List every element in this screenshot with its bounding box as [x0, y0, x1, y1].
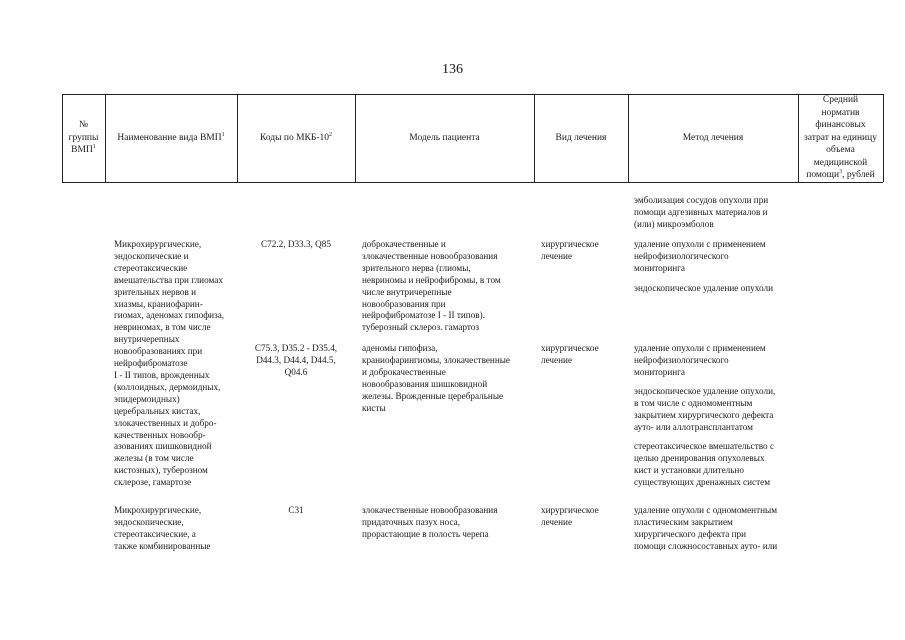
header-icd-codes: Коды по МКБ-$10^2$	[259, 131, 333, 143]
cell-codes-2: C75.3, D35.2 - D35.4, D44.3, D44.4, D44.5, Q04.6	[254, 343, 338, 377]
cell-model-2: аденомы гипофиза, краниофарингиомы, злокачественные и доброкачественные новообразования шишковидной железы. Врожденные церебральные кисты	[362, 343, 511, 413]
cell-codes-1: C72.2, D33.3, Q85	[261, 239, 331, 249]
cell-method-continued: эмболизация сосудов опухоли при помощи адгезивных материалов и (или) микроэмболов	[634, 195, 769, 229]
header-average-cost: Средний норматив финансовых затрат на единицу объема медицинской помощи$^3$, рублей	[804, 95, 877, 181]
cell-type-1: хирургическое лечение	[541, 239, 599, 261]
cell-codes-3: C31	[288, 505, 304, 515]
cell-type-2: хирургическое лечение	[541, 343, 599, 365]
col-divider	[883, 94, 884, 182]
cell-method-2a: удаление опухоли с применением нейрофизиологического мониторинга	[634, 343, 766, 377]
header-treatment-type: Вид лечения	[555, 132, 607, 143]
cell-model-1: доброкачественные и злокачественные новообразования зрительного нерва (глиомы, невриномы и нейрофибромы, в том числе внутричерепные новообразования при нейрофиброматозе I - II типов). туберозный склероз. гамартоз	[362, 239, 501, 333]
cell-method-1b: эндоскопическое удаление опухоли	[634, 283, 773, 293]
cell-method-2c: стереотаксическое вмешательство с целью дренирования опухолевых кист и установки длительно существующих дренажных систем	[634, 441, 775, 487]
header-vmp-name: Наименование вида ВМП$^1$	[117, 131, 225, 143]
cell-vmp-name-3: Микрохирургические, эндоскопические, стереотаксические, а также комбинированные	[114, 505, 211, 551]
cell-method-2b: эндоскопическое удаление опухоли, в том числе с одномоментным закрытием хирургического дефекта ауто- или аллотрансплантатом	[634, 386, 776, 432]
header-patient-model: Модель пациента	[409, 132, 480, 143]
header-group-number: № группы ВМП$^1$	[68, 120, 99, 156]
cell-model-3: злокачественные новообразования придаточных пазух носа, прорастающие в полость черепа	[362, 505, 498, 539]
cell-type-3: хирургическое лечение	[541, 505, 599, 527]
cell-method-3: удаление опухоли с одномоментным пластическим закрытием хирургического дефекта при помощи сложносоставных ауто- или	[634, 505, 778, 551]
cell-method-1a: удаление опухоли с применением нейрофизиологического мониторинга	[634, 239, 766, 273]
cell-vmp-name-1: Микрохирургические, эндоскопические и стереотаксические вмешательства при глиомах зрительных нервов и хиазмы, краниофарин- гиомах, аденомах гипофиза, невриномах, в том числе внутричерепных новообразованиях при нейрофиброматозе I - II типов, врожденных (коллоидных, дермоидных, эпидермоидных) церебральных кистах, злокачественных и добро- качественных новообр- азованиях шишковидной железы (в том числе кистозных), туберозном склерозе, гамартозе	[114, 239, 225, 488]
header-treatment-method: Метод лечения	[682, 132, 744, 143]
page-number: 136	[442, 62, 463, 77]
